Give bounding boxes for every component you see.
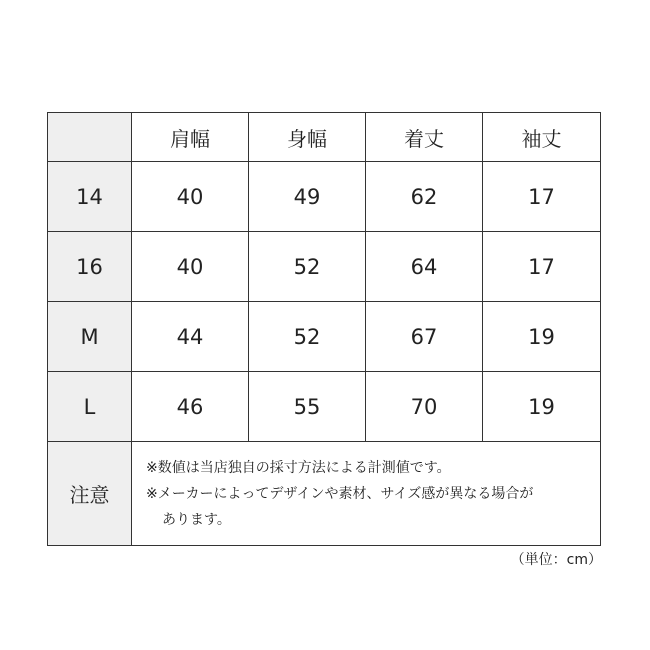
table-cell: 40 bbox=[132, 232, 249, 302]
note-line: ※メーカーによってデザインや素材、サイズ感が異なる場合が bbox=[146, 485, 534, 502]
note-row bbox=[48, 442, 601, 546]
header-row bbox=[48, 113, 601, 162]
size-chart-table bbox=[47, 112, 601, 546]
table-cell: 55 bbox=[249, 372, 366, 442]
table-row bbox=[48, 232, 601, 302]
header-shoulder-width: 肩幅 bbox=[132, 113, 249, 162]
size-label: M bbox=[48, 302, 132, 372]
corner-cell bbox=[48, 113, 132, 162]
size-label: L bbox=[48, 372, 132, 442]
table-cell: 64 bbox=[366, 232, 483, 302]
note-label: 注意 bbox=[48, 442, 132, 546]
note-text bbox=[132, 442, 601, 546]
table-cell: 46 bbox=[132, 372, 249, 442]
note-line: ※数値は当店独自の採寸方法による計測値です。 bbox=[146, 459, 451, 476]
table-cell: 17 bbox=[483, 232, 601, 302]
table-cell: 52 bbox=[249, 302, 366, 372]
note-line: あります。 bbox=[162, 511, 231, 528]
table-cell: 19 bbox=[483, 302, 601, 372]
header-sleeve-length: 袖丈 bbox=[483, 113, 601, 162]
table-cell: 49 bbox=[249, 162, 366, 232]
table-cell: 40 bbox=[132, 162, 249, 232]
table-row bbox=[48, 302, 601, 372]
table-cell: 19 bbox=[483, 372, 601, 442]
table-cell: 70 bbox=[366, 372, 483, 442]
table-cell: 44 bbox=[132, 302, 249, 372]
table-row bbox=[48, 162, 601, 232]
table-cell: 62 bbox=[366, 162, 483, 232]
table-cell: 52 bbox=[249, 232, 366, 302]
table-row bbox=[48, 372, 601, 442]
unit-label: （単位：cm） bbox=[510, 552, 602, 568]
table-cell: 17 bbox=[483, 162, 601, 232]
header-length: 着丈 bbox=[366, 113, 483, 162]
size-label: 14 bbox=[48, 162, 132, 232]
size-label: 16 bbox=[48, 232, 132, 302]
table-cell: 67 bbox=[366, 302, 483, 372]
header-body-width: 身幅 bbox=[249, 113, 366, 162]
